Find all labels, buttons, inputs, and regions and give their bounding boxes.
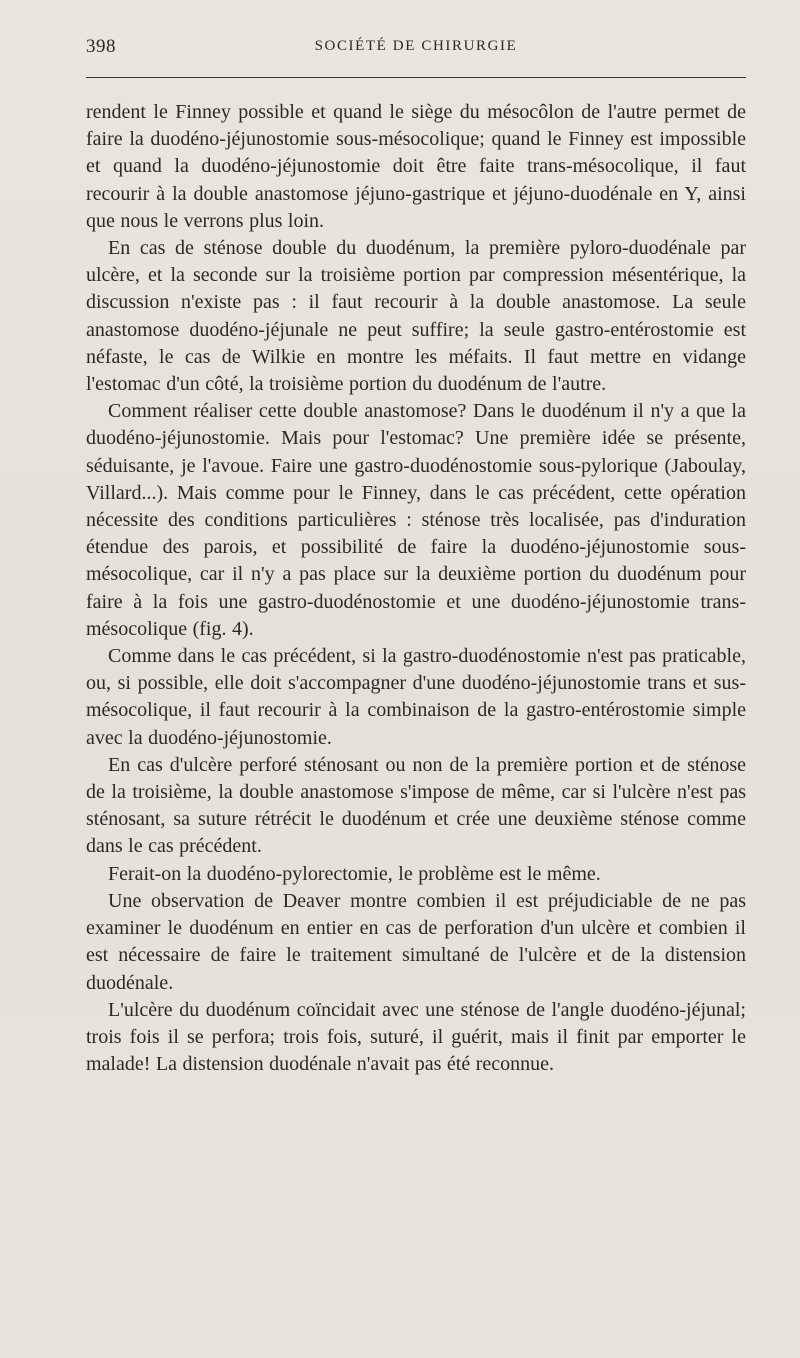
paragraph: En cas de sténose double du duodénum, la première pyloro-duodénale par ulcère, et la seconde sur la troisième portion par compression mésentérique, la discussion n'existe pas : il faut recourir à la double anastomose. La seule anastomose duodéno-jéjunale ne peut suffire; la seule gastro-entérostomie est néfaste, le cas de Wilkie en montre les méfaits. Il faut mettre en vidange l'estomac d'un côté, la troisième portion du duodénum de l'autre.: [86, 237, 746, 396]
running-head: [86, 36, 746, 60]
paragraph: Une observation de Deaver montre combien il est préjudiciable de ne pas examiner le duodénum en entier en cas de perforation d'un ulcère et combien il est nécessaire de faire le traitement simultané de l'ulcère et de la distension duodénale.: [86, 889, 746, 994]
paragraph: Ferait-on la duodéno-pylorectomie, le problème est le même.: [108, 862, 601, 885]
paragraph: En cas d'ulcère perforé sténosant ou non de la première portion et de sténose de la troisième, la double anastomose s'impose de même, car si l'ulcère n'est pas sténosant, sa suture rétrécit le duodénum et crée une deuxième sténose comme dans le cas précédent.: [86, 753, 746, 858]
body-text: [86, 99, 746, 1078]
running-title: SOCIÉTÉ DE CHIRURGIE: [314, 38, 518, 54]
header-rule: [86, 77, 746, 78]
page-number: 398: [86, 36, 116, 57]
paragraph: Comme dans le cas précédent, si la gastro-duodénostomie n'est pas praticable, ou, si possible, elle doit s'accompagner d'une duodéno-jéjunostomie trans et sus-mésocolique, il faut recourir à la combinaison de la gastro-entérostomie simple avec la duodéno-jéjunostomie.: [86, 645, 746, 749]
paragraph: L'ulcère du duodénum coïncidait avec une sténose de l'angle duodéno-jéjunal; trois fois il se perfora; trois fois, suturé, il guérit, mais il finit par emporter le malade! La distension duodénale n'avait pas été reconnue.: [86, 998, 746, 1076]
paragraph: rendent le Finney possible et quand le siège du mésocôlon de l'autre permet de faire la duodéno-jéjunostomie sous-mésocolique; quand le Finney est impossible et quand la duodéno-jéjunostomie doit être faite trans-mésocolique, il faut recourir à la double anastomose jéjuno-gastrique et jéjuno-duodénale en Y, ainsi que nous le verrons plus loin.: [86, 101, 746, 232]
paragraph: Comment réaliser cette double anastomose? Dans le duodénum il n'y a que la duodéno-jéjunostomie. Mais pour l'estomac? Une première idée se présente, séduisante, je l'avoue. Faire une gastro-duodénostomie sous-pylorique (Jaboulay, Villard...). Mais comme pour le Finney, dans le cas précédent, cette opération nécessite des conditions particulières : sténose très localisée, pas d'induration étendue des parois, et possibilité de faire la duodéno-jéjunostomie sous-mésocolique, car il n'y a pas place sur la deuxième portion du duodénum pour faire à la fois une gastro-duodénostomie et une duodéno-jéjunostomie trans-mésocolique (fig. 4).: [86, 400, 746, 640]
